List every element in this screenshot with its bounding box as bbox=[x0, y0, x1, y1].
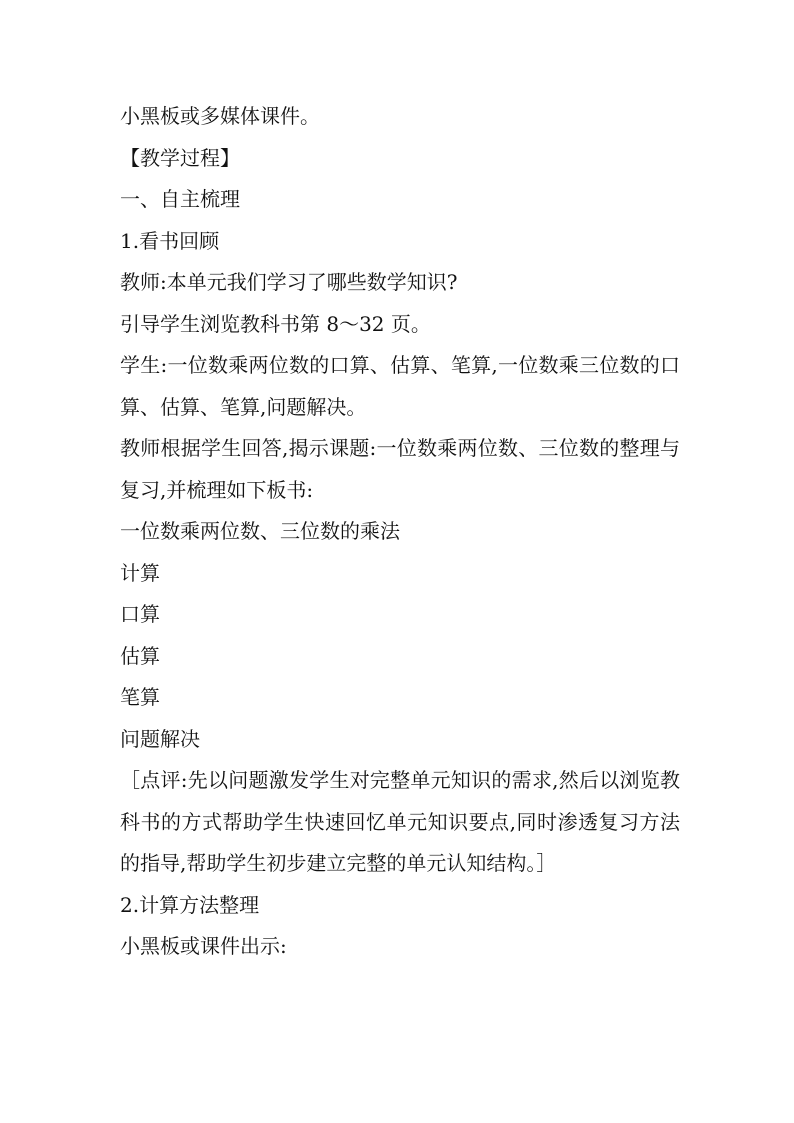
document-body bbox=[120, 96, 680, 968]
teaching-process-heading: 【教学过程】 bbox=[120, 145, 240, 170]
subsection-one-heading: 1.看书回顾 bbox=[120, 228, 220, 253]
board-item-problem-solving: 问题解决 bbox=[120, 726, 200, 751]
student-answer-paragraph: 学生:一位数乘两位数的口算、估算、笔算,一位数乘三位数的口算、估算、笔算,问题解决。 bbox=[120, 353, 680, 419]
subsection-two-heading: 2.计算方法整理 bbox=[120, 892, 260, 917]
teacher-question: 教师:本单元我们学习了哪些数学知识? bbox=[120, 270, 458, 294]
teacher-reveal-paragraph: 教师根据学生回答,揭示课题:一位数乘两位数、三位数的整理与复习,并梳理如下板书: bbox=[120, 436, 680, 502]
board-item-estimate: 估算 bbox=[120, 643, 160, 668]
board-show-line: 小黑板或课件出示: bbox=[120, 934, 287, 958]
comment-paragraph: ［点评:先以问题激发学生对完整单元知识的需求,然后以浏览教科书的方式帮助学生快速回忆单元知识要点,同时渗透复习方法的指导,帮助学生初步建立完整的单元认知结构。］ bbox=[120, 768, 680, 875]
board-title: 一位数乘两位数、三位数的乘法 bbox=[120, 519, 400, 543]
board-item-calculation: 计算 bbox=[120, 560, 160, 585]
board-item-oral: 口算 bbox=[120, 602, 160, 626]
board-item-written: 笔算 bbox=[120, 685, 160, 709]
materials-line: 小黑板或多媒体课件。 bbox=[120, 104, 320, 128]
section-one-heading: 一、自主梳理 bbox=[120, 187, 240, 211]
guide-students-line: 引导学生浏览教科书第 8～32 页。 bbox=[120, 311, 431, 336]
